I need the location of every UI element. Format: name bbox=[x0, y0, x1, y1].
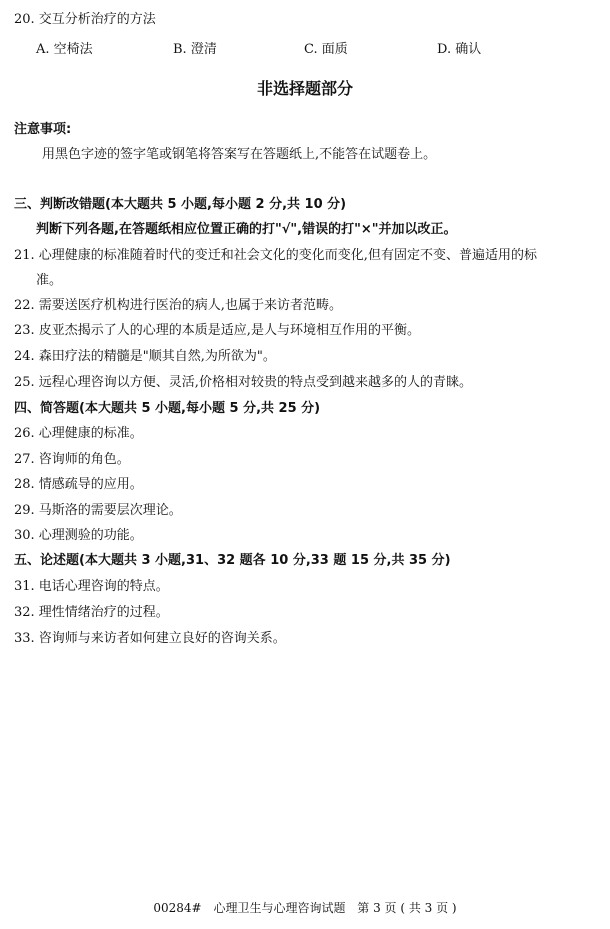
question-24: 24. 森田疗法的精髓是"顺其自然,为所欲为"。 bbox=[14, 349, 276, 364]
question-20-stem: 20. 交互分析治疗的方法 bbox=[14, 12, 156, 27]
question-28: 28. 情感疏导的应用。 bbox=[14, 477, 143, 492]
section-3-heading: 三、判断改错题(本大题共 5 小题,每小题 2 分,共 10 分) bbox=[14, 197, 347, 212]
notice-heading: 注意事项: bbox=[14, 122, 72, 137]
question-20-option-a: A. 空椅法 bbox=[36, 42, 93, 57]
part-title: 非选择题部分 bbox=[256, 79, 353, 98]
question-20-option-d: D. 确认 bbox=[437, 42, 482, 57]
section-5-heading: 五、论述题(本大题共 3 小题,31、32 题各 10 分,33 题 15 分,共 35 分) bbox=[14, 553, 451, 568]
question-33: 33. 咨询师与来访者如何建立良好的咨询关系。 bbox=[14, 631, 286, 646]
section-4-heading: 四、简答题(本大题共 5 小题,每小题 5 分,共 25 分) bbox=[14, 401, 321, 416]
page-footer bbox=[0, 901, 610, 915]
notice-text: 用黑色字迹的签字笔或钢笔将答案写在答题纸上,不能答在试题卷上。 bbox=[42, 147, 437, 162]
question-21-continued: 准。 bbox=[36, 273, 63, 288]
question-25: 25. 远程心理咨询以方便、灵活,价格相对较贵的特点受到越来越多的人的青睐。 bbox=[14, 375, 472, 390]
footer-subject: 心理卫生与心理咨询试题 bbox=[213, 901, 346, 915]
question-21: 21. 心理健康的标准随着时代的变迁和社会文化的变化而变化,但有固定不变、普遍适用的标 bbox=[14, 248, 537, 263]
question-27: 27. 咨询师的角色。 bbox=[14, 452, 130, 467]
footer-page-number: 第 3 页 ( 共 3 页 ) bbox=[357, 901, 457, 915]
question-30: 30. 心理测验的功能。 bbox=[14, 528, 143, 543]
question-29: 29. 马斯洛的需要层次理论。 bbox=[14, 503, 182, 518]
section-3-instruction: 判断下列各题,在答题纸相应位置正确的打"√",错误的打"×"并加以改正。 bbox=[36, 222, 457, 237]
question-23: 23. 皮亚杰揭示了人的心理的本质是适应,是人与环境相互作用的平衡。 bbox=[14, 323, 420, 338]
question-22: 22. 需要送医疗机构进行医治的病人,也属于来访者范畴。 bbox=[14, 298, 342, 313]
question-26: 26. 心理健康的标准。 bbox=[14, 426, 143, 441]
question-32: 32. 理性情绪治疗的过程。 bbox=[14, 605, 169, 620]
question-31: 31. 电话心理咨询的特点。 bbox=[14, 579, 169, 594]
question-20-option-c: C. 面质 bbox=[304, 42, 348, 57]
question-20-option-b: B. 澄清 bbox=[173, 42, 217, 57]
footer-code: 00284# bbox=[153, 901, 202, 915]
